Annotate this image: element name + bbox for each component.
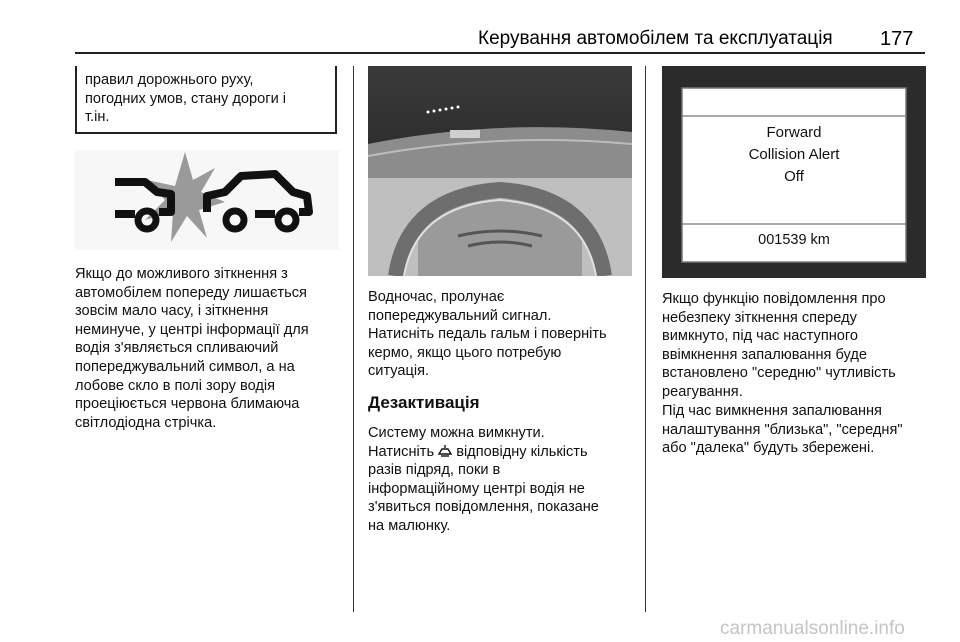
column-divider-1: [353, 66, 354, 612]
vehicle-distance-icon: [438, 445, 452, 457]
text-line: проеціюється червона блимаюча: [75, 396, 300, 413]
display-line: Forward: [766, 124, 822, 141]
text-line: Водночас, пролунає: [368, 289, 505, 305]
page-header-title: Керування автомобілем та експлуатація: [478, 28, 833, 49]
text-line: ввімкнення запалювання буде: [662, 346, 867, 363]
column-divider-2: [645, 66, 646, 612]
text-line: неминуче, у центрі інформації для: [75, 321, 309, 338]
col2-paragraph-2: [368, 424, 599, 536]
collision-icon: [75, 150, 339, 250]
odometer-readout: 001539 km: [758, 232, 830, 248]
watermark: carmanualsonline.info: [720, 618, 905, 639]
section-heading-deactivation: Дезактивація: [368, 393, 480, 412]
text-line: Під час вимкнення запалювання: [662, 403, 882, 419]
text-line: зовсім мало часу, і зіткнення: [75, 303, 269, 320]
text-line: Натисніть педаль гальм і поверніть: [368, 326, 607, 343]
note-box: [75, 66, 337, 134]
display-text: [682, 122, 906, 188]
text-line: реагування.: [662, 383, 743, 400]
text-line: Систему можна вимкнути.: [368, 425, 545, 441]
dashboard-icon: [368, 66, 632, 276]
text-line: небезпеку зіткнення спереду: [662, 309, 857, 326]
col3-paragraph-1: [662, 290, 896, 402]
text-line: автомобілем попереду лишається: [75, 284, 307, 301]
text-line-with-icon: [368, 443, 599, 462]
text-line: ситуація.: [368, 363, 430, 380]
text-line: встановлено "середню" чутливість: [662, 365, 896, 382]
text-line: світлодіодна стрічка.: [75, 414, 217, 431]
led-strip-icon: [450, 130, 480, 138]
note-line: погодних умов, стану дороги і: [85, 90, 287, 107]
text-fragment: Натисніть: [368, 443, 435, 460]
text-line: налаштування "близька", "середня": [662, 421, 903, 438]
display-line: Collision Alert: [748, 146, 840, 163]
text-line: водія з'являється спливаючий: [75, 340, 279, 357]
text-line: разів підряд, поки в: [368, 462, 501, 479]
driver-info-centre-illustration: [662, 66, 926, 278]
text-line: на малюнку.: [368, 517, 451, 534]
note-line: т.ін.: [85, 109, 110, 125]
col2-paragraph-1: [368, 288, 607, 381]
collision-warning-illustration: [75, 150, 339, 250]
text-line: Якщо до можливого зіткнення з: [75, 266, 288, 282]
display-line: Off: [784, 168, 804, 185]
text-line: з'явиться повідомлення, показане: [368, 499, 599, 516]
text-line: лобове скло в полі зору водія: [75, 377, 276, 394]
text-fragment: відповідну кількість: [456, 443, 588, 460]
header-divider: [75, 52, 925, 54]
col3-paragraph-2: [662, 402, 903, 458]
text-line: Якщо функцію повідомлення про: [662, 291, 886, 307]
text-line: попереджувальний сигнал.: [368, 307, 552, 324]
text-line: попереджувальний символ, а на: [75, 358, 295, 375]
page-number: 177: [880, 28, 914, 50]
note-line: правил дорожнього руху,: [85, 72, 254, 88]
text-line: вимкнуто, під час наступного: [662, 328, 859, 345]
text-line: або "далека" будуть збережені.: [662, 440, 875, 457]
text-line: кермо, якщо цього потребую: [368, 344, 562, 361]
col1-paragraph: [75, 265, 309, 432]
dashboard-illustration: [368, 66, 632, 276]
text-line: інформаційному центрі водія не: [368, 480, 585, 497]
